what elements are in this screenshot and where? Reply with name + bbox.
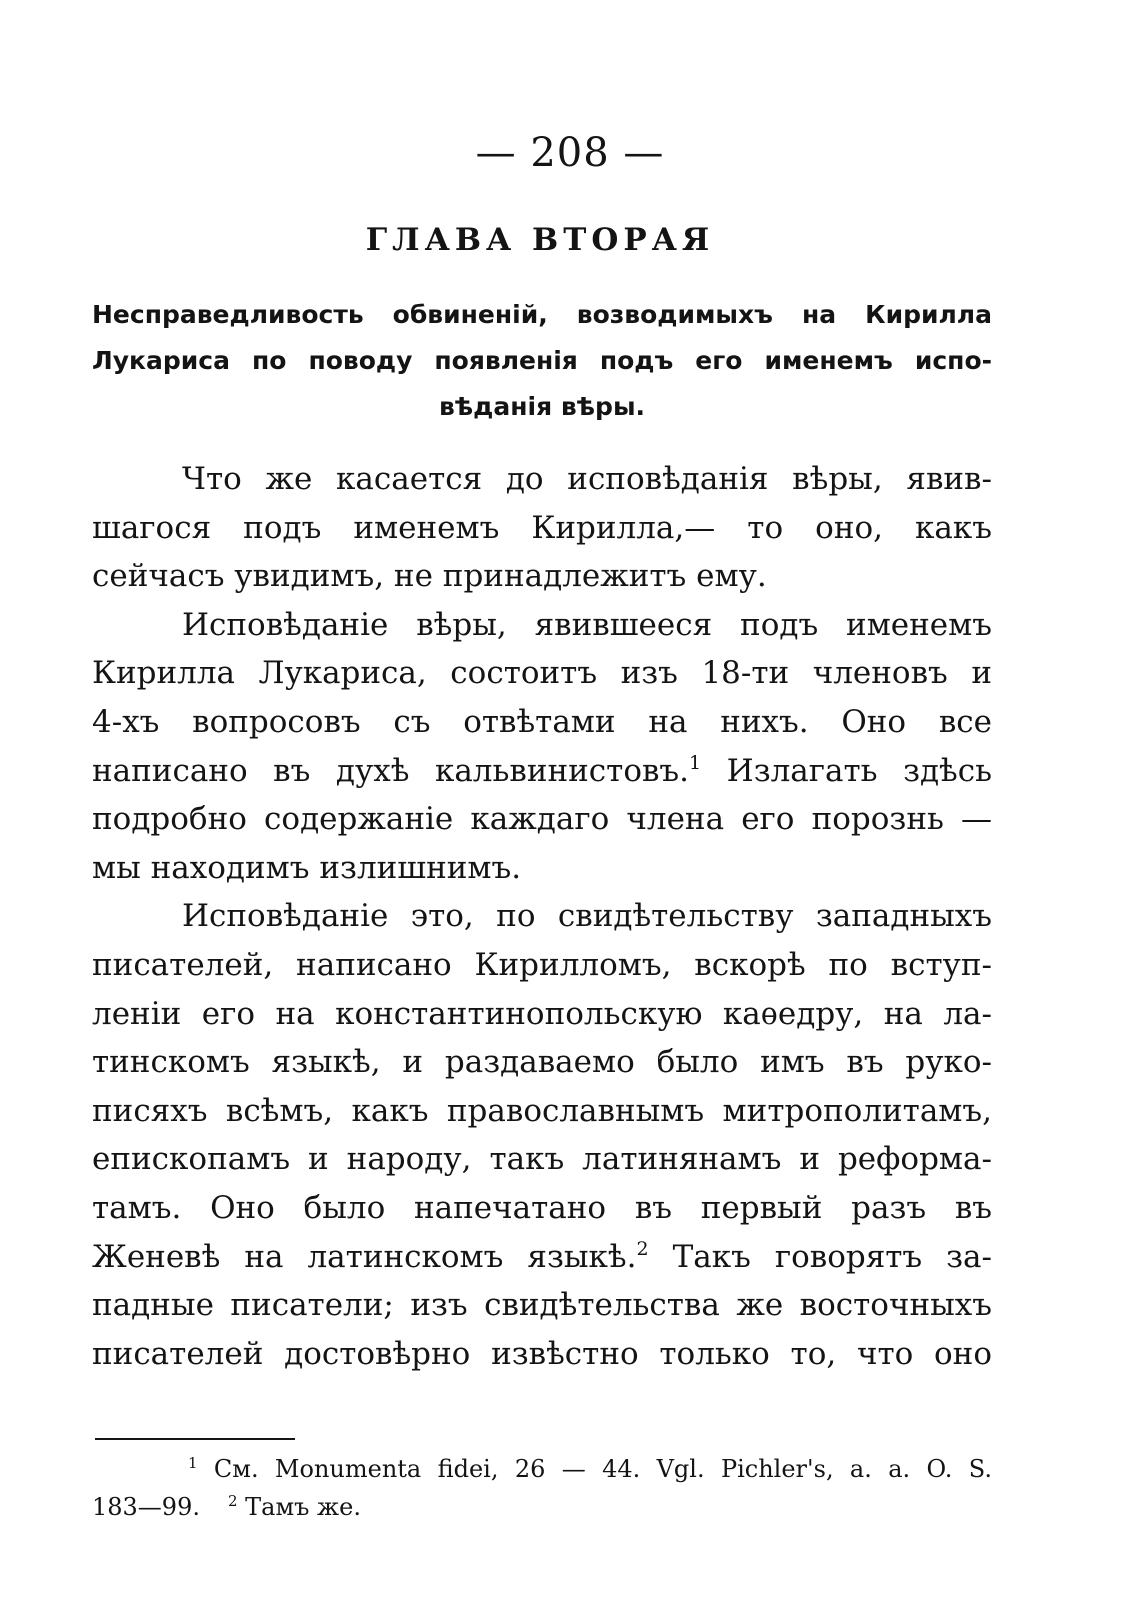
text-line: писяхъ всѣмъ, какъ православнымъ митрополитамъ,	[92, 1092, 992, 1129]
text-line	[92, 747, 992, 796]
text-line: сейчасъ увидимъ, не принадлежитъ ему.	[92, 558, 767, 595]
text-line: писателей, написано Кирилломъ, вскорѣ по вступ-	[92, 946, 992, 983]
footnote-1	[92, 1450, 992, 1488]
text-fragment: Излагать здѣсь	[726, 752, 992, 789]
text-fragment: Такъ говорятъ за-	[672, 1238, 992, 1275]
footnote-2	[92, 1488, 992, 1526]
text-line: 4-хъ вопросовъ съ отвѣтами на нихъ. Оно все	[92, 703, 992, 740]
footnote-mark-1: 1	[188, 1454, 198, 1472]
footnote-divider	[95, 1438, 295, 1440]
body-text	[92, 455, 992, 1378]
footnote-text: См. Monumenta fidei, 26 — 44. Vgl. Pichler's, a. a. O. S.	[213, 1455, 992, 1483]
footnote-ref-2: 2	[636, 1237, 649, 1260]
text-line: Что же касается до исповѣданія вѣры, явив-	[182, 461, 992, 497]
text-line	[92, 1233, 992, 1282]
text-fragment: Женевѣ на латинскомъ языкѣ.	[92, 1238, 637, 1275]
footnote-mark-2: 2	[227, 1492, 238, 1510]
chapter-title: ГЛАВА ВТОРАЯ	[365, 222, 715, 258]
text-line: тинскомъ языкѣ, и раздаваемо было имъ въ руко-	[92, 1044, 992, 1081]
text-line: епископамъ и народу, такъ латинянамъ и реформа-	[92, 1141, 992, 1178]
text-line: тамъ. Оно было напечатано въ первый разъ въ	[92, 1189, 992, 1226]
footnotes	[92, 1450, 992, 1526]
text-line: мы находимъ излишнимъ.	[92, 849, 522, 886]
subtitle-line: Несправедливость обвиненій, возводимыхъ на Кирилла	[92, 300, 992, 329]
text-line: Исповѣданіе это, по свидѣтельству западныхъ	[182, 898, 992, 935]
chapter-subtitle	[92, 292, 992, 430]
footnote-ref-1: 1	[689, 751, 702, 774]
text-line: Исповѣданіе вѣры, явившееся подъ именемъ	[182, 606, 992, 643]
footnote-text: 183—99.	[92, 1493, 200, 1521]
text-line: писателей достовѣрно извѣстно только то, что оно	[92, 1335, 992, 1372]
footnote-text: Тамъ же.	[245, 1493, 361, 1521]
page-number: — 208 —	[475, 130, 665, 176]
text-line: подробно содержаніе каждаго члена его порознь —	[92, 801, 992, 838]
text-line: Кирилла Лукариса, состоитъ изъ 18-ти членовъ и	[92, 655, 992, 692]
subtitle-line: Лукариса по поводу появленія подъ его именемъ испо-	[92, 346, 992, 375]
subtitle-line: вѣданія вѣры.	[438, 392, 646, 421]
text-line: падные писатели; изъ свидѣтельства же восточныхъ	[92, 1287, 992, 1324]
text-fragment: написано въ духѣ кальвинистовъ.	[92, 752, 690, 789]
text-line: леніи его на константинопольскую каѳедру, на ла-	[92, 995, 992, 1032]
text-line: шагося подъ именемъ Кирилла,— то оно, какъ	[92, 509, 992, 546]
